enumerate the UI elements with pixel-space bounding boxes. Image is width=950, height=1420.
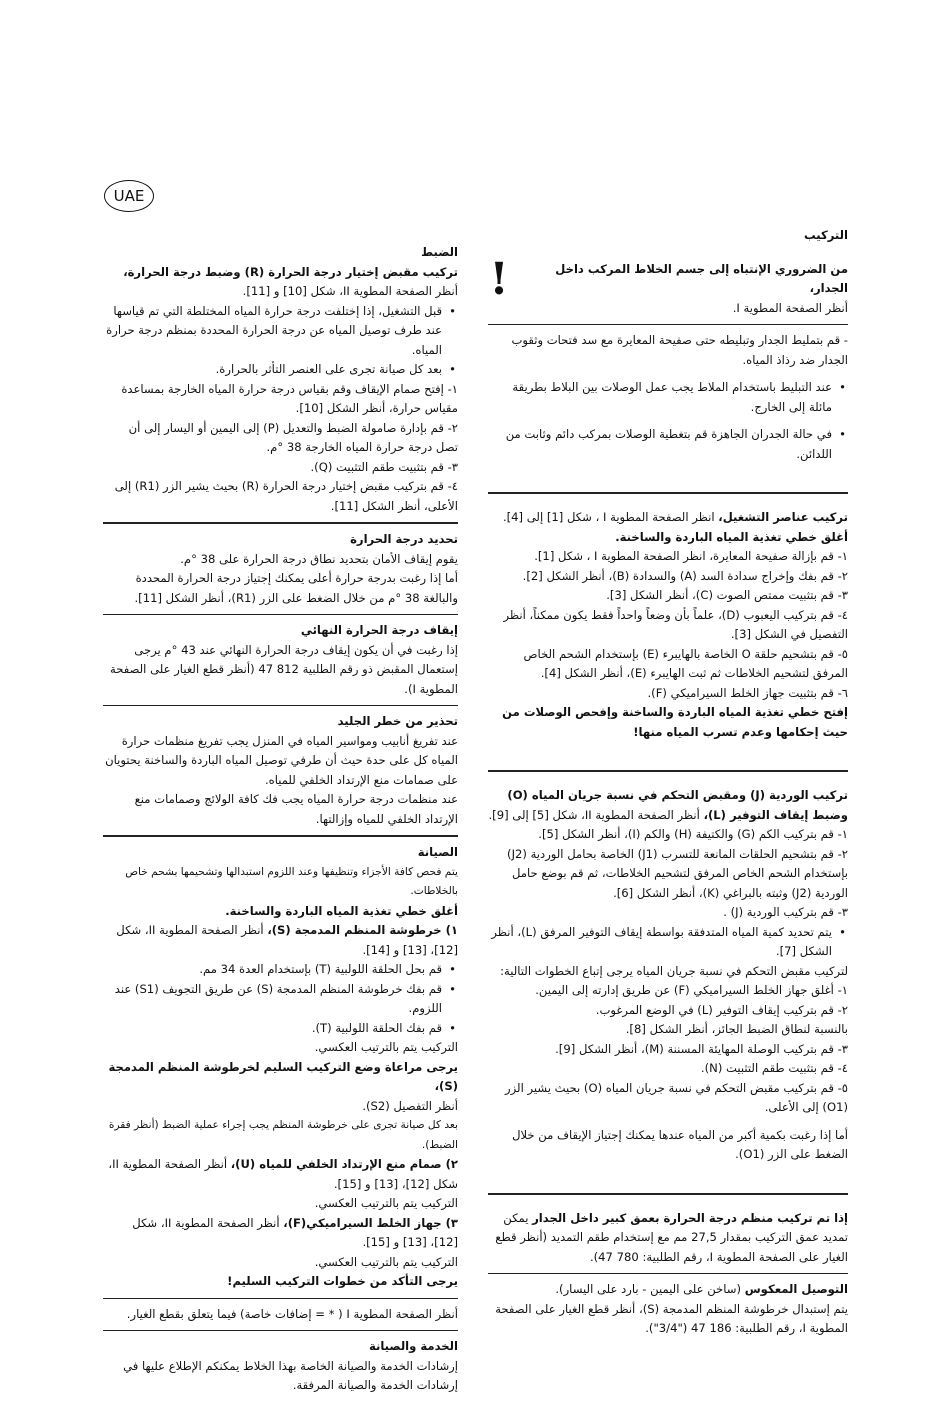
op-heading: تركيب عناصر التشغيل، انظر الصفحة المطوية I ، شكل [1] إلى [4]. bbox=[502, 510, 848, 524]
maintenance-close: أغلق خطي تغذية المياه الباردة والساخنة. bbox=[225, 903, 458, 918]
adjustment-column bbox=[103, 243, 458, 1396]
frost-heading: تحذير من خطر الجليد bbox=[337, 714, 458, 728]
m1-note: يرجى مراعاة وضع التركيب السليم لخرطوشة المنظم المدمجة (S)، bbox=[108, 1059, 458, 1093]
stop-text: إذا رغبت في أن يكون إيقاف درجة الحرارة النهائي عند 43 °م يرجى إستعمال المقبض ذو رقم الطلبية 812 47 (أنظر قطع الغيار على الصفحة المطوية I). bbox=[110, 642, 458, 696]
frost-text: عند تفريغ أنابيب ومواسير المياه في المنزل يجب تفريغ منظمات حرارة المياه كل على حدة حيث أن طرفي توصيل المياه الباردة والساخنة يحتويان على صمامات منع الإرتداد الخلفي للمياه. bbox=[105, 733, 458, 787]
list-item: ٢- قم بإدارة صامولة الضبط والتعديل (P) إلى اليمين أو اليسار إلى أن تصل درجة حرارة المياه الخارجة 38 °م. bbox=[128, 420, 458, 454]
op-close: أغلق خطي تغذية المياه الباردة والساخنة. bbox=[615, 529, 848, 544]
divider bbox=[103, 1298, 458, 1299]
list-item: ٣- قم بتثبيت طقم التثبيت (Q). bbox=[310, 459, 458, 474]
exclamation-icon: ! bbox=[489, 253, 509, 305]
maintenance-text: يتم فحص كافة الأجزاء وتنظيفها وعند اللزوم استبدالها وتشحيمها بشحم خاص بالخلاطات. bbox=[125, 865, 458, 897]
list-item: • بعد كل صيانة تجرى على العنصر التأثر بالحرارة. bbox=[103, 360, 458, 380]
list-item: ٤- قم بتركيب مقبض إختيار درجة الحرارة (R) بحيث يشير الزر (R1) إلى الأعلى، أنظر الشكل [11]. bbox=[114, 479, 458, 513]
divider bbox=[103, 614, 458, 615]
list-item: • في حالة الجدران الجاهزة قم بتغطية الوصلات بمركب دائم وثابت من اللدائن. bbox=[488, 425, 848, 464]
list-item: ٥- قم بتشحيم حلقة O الخاصة بالهايبرء (E) بإستخدام الشحم الخاص المرفق لتشحيم الخلاطات ثم ثبت الهايبرء (E)، أنظر الشكل [4]. bbox=[523, 646, 848, 680]
range-heading: تحديد درجة الحرارة bbox=[350, 532, 458, 546]
list-item: • قم بفك الحلقة اللولبية (T). bbox=[103, 1019, 458, 1039]
list-item: ٤- قم بتثبيت طقم التثبيت (N). bbox=[700, 1061, 848, 1075]
reverse-text: يتم إستبدال خرطوشة المنظم المدمجة (S)، أنظر قطع الغيار على الصفحة المطوية I، رقم الطلبية: 186 47 ("3/4"). bbox=[495, 1301, 848, 1335]
list-item: ٢- قم بفك وإخراج سدادة السد (A) والسدادة (B)، أنظر الشكل [2]. bbox=[522, 568, 848, 583]
list-item: • يتم تحديد كمية المياه المتدفقة بواسطة إيقاف التوفير المرفق (L)، أنظر الشكل [7]. bbox=[488, 923, 848, 962]
service-text: إرشادات الخدمة والصيانة الخاصة بهذا الخلاط يمكنكم الإطلاع عليها في إرشادات الخدمة والصيانة المرفقة. bbox=[123, 1358, 458, 1392]
list-item: ٣- قم بتركيب الوردية (J) . bbox=[723, 905, 848, 919]
reverse-note: التركيب يتم بالترتيب العكسي. bbox=[314, 1196, 458, 1210]
limit-note: أما إذا رغبت بكمية أكبر من المياه عندها يمكنك إجتياز الإيقاف من خلال الضغط على الزر (O1). bbox=[512, 1127, 848, 1161]
divider bbox=[488, 1273, 848, 1274]
list-item: ٢- قم بتركيب إيقاف التوفير (L) في الوضع المرغوب. bbox=[595, 1002, 848, 1017]
range-text: يقوم إيقاف الأمان بتحديد نطاق درجة الحرارة على 38 °م. bbox=[180, 551, 458, 566]
divider bbox=[488, 492, 848, 494]
list-item: ٤- قم بتركيب اليعبوب (D)، علماً بأن وضعاً واحداً فقط يكون ممكناً، أنظر التفصيل في الشكل [3]. bbox=[503, 607, 848, 641]
list-item: • قم بحل الحلقة اللولبية (T) بإستخدام العدة 34 مم. bbox=[103, 960, 458, 980]
list-item: • قم بفك خرطوشة المنظم المدمجة (S) عن طريق التجويف (S1) عند اللزوم. bbox=[103, 980, 458, 1019]
op-open: إفتح خطي تغذية المياه الباردة والساخنة وإفحص الوصلات من حيث إحكامها وعدم تسرب المياه منها! bbox=[502, 705, 848, 739]
list-item: ١- قم بتركيب الكم (G) والكتيفة (H) والكم (I)، أنظر الشكل [5]. bbox=[538, 827, 848, 841]
stop-heading: إيقاف درجة الحرارة النهائي bbox=[300, 623, 458, 637]
m1-heading: ١) خرطوشة المنظم المدمجة (S)، أنظر الصفحة المطوية II، شكل [12]، [13] و [14]. bbox=[116, 923, 458, 957]
warning-text: من الضروري الإنتباه إلى جسم الخلاط المركب داخل الجدار، bbox=[555, 261, 848, 295]
service-heading: الخدمة والصيانة bbox=[368, 1339, 458, 1353]
warning-ref: أنظر الصفحة المطوية I. bbox=[732, 300, 848, 315]
deep-install: إذا تم تركيب منظم درجة الحرارة بعمق كبير داخل الجدار يمكن تمديد عمق التركيب بمقدار 27,5 مم مع إستخدام طقم التمديد (أنظر قطع الغيار على الصفحة المطوية I، رقم الطلبية: 780 47). bbox=[495, 1210, 848, 1264]
m1-note-ref: أنظر التفصيل (S2). bbox=[362, 1098, 458, 1113]
warning-box bbox=[488, 253, 848, 319]
installation-column bbox=[488, 226, 848, 1339]
m3-heading: ٣) جهاز الخلط السيراميكي(F)، أنظر الصفحة المطوية II، شكل [12]، [13] و [15]. bbox=[132, 1215, 458, 1249]
maintenance-heading: الصيانة bbox=[417, 845, 458, 859]
frost-text: عند منظمات درجة حرارة المياه يجب فك كافة الولائج وصمامات منع الإرتداد الخلفي للمياه وإزالتها. bbox=[134, 792, 458, 826]
divider bbox=[488, 770, 848, 772]
list-item: ٥- قم بتركيب مقبض التحكم في نسبة جريان المياه (O) بحيث يشير الزر (O1) إلى الأعلى. bbox=[505, 1080, 848, 1114]
reverse-note: التركيب يتم بالترتيب العكسي. bbox=[314, 1040, 458, 1054]
section-title-adjustment: الضبط bbox=[421, 245, 458, 259]
m1-after: بعد كل صيانة تجرى على خرطوشة المنظم يجب إجراء عملية الضبط (أنظر فقرة الضبط). bbox=[108, 1119, 458, 1151]
list-item: ٢- قم بتشحيم الحلقات المانعة للتسرب (J1) الخاصة بحامل الوردية (J2) بإستخدام الشحم الخاص المرفق لتشحيم الخلاطات، ثم قم بوضع حامل الوردية (J2) وثبته بالبراغي (K)، أنظر الشكل [6]. bbox=[507, 846, 848, 900]
reverse-heading: التوصيل المعكوس (ساخن على اليمين - بارد على اليسار). bbox=[555, 1282, 848, 1296]
list-item: ١- أغلق جهاز الخلط السيراميكي (F) عن طريق إدارته إلى اليمين. bbox=[535, 983, 848, 997]
divider bbox=[103, 1330, 458, 1331]
dash-item: - قم بتمليط الجدار وتبليطه حتى صفيحة المعايرة مع سد فتحات وثقوب الجدار ضد رذاذ المياه. bbox=[511, 333, 848, 367]
m2-heading: ٢) صمام منع الإرتداد الخلفي للمياه (U)، أنظر الصفحة المطوية II، شكل [12]، [13] و [15]. bbox=[108, 1157, 458, 1191]
list-item: ٦- قم بتثبيت جهاز الخلط السيراميكي (F). bbox=[647, 685, 848, 700]
divider bbox=[103, 705, 458, 706]
reverse-note: التركيب يتم بالترتيب العكسي. bbox=[314, 1254, 458, 1269]
adj-ref: أنظر الصفحة المطوية II، شكل [10] و [11]. bbox=[242, 284, 458, 298]
list-item: • عند التبليط باستخدام الملاط يجب عمل الوصلات بين البلاط بطريقة مائلة إلى الخارج. bbox=[488, 378, 848, 417]
check-note: يرجى التأكد من خطوات التركيب السليم! bbox=[227, 1274, 458, 1288]
divider bbox=[103, 522, 458, 524]
list-item: ١- إفتح صمام الإيقاف وقم بقياس درجة حرارة المياه الخارجة بمساعدة مقياس حرارة، أنظر الشكل [10]. bbox=[121, 381, 458, 415]
country-badge: UAE bbox=[104, 180, 154, 212]
list-item: • قبل التشغيل، إذا إختلفت درجة حرارة المياه المختلطة التي تم قياسها عند طرف توصيل المياه عن درجة الحرارة المحددة بمنظم درجة حرارة المياه. bbox=[103, 302, 458, 361]
list-item: بالنسبة لنطاق الضبط الجائز، أنظر الشكل [8]. bbox=[625, 1022, 848, 1036]
section-title-installation: التركيب bbox=[803, 228, 848, 242]
limit-intro: لتركيب مقبض التحكم في نسبة جريان المياه يرجى إتباع الخطوات التالية: bbox=[500, 963, 848, 978]
range-text: أما إذا رغبت بدرجة حرارة أعلى يمكنك إجتياز درجة الحرارة المحددة والبالغة 38 °م من خلال الضغط على الزر (R1)، أنظر الشكل [11]. bbox=[134, 571, 458, 605]
spare-parts-text: أنظر الصفحة المطوية I ( * = إضافات خاصة) فيما يتعلق بقطع الغيار. bbox=[126, 1306, 458, 1321]
list-item: ٣- قم بتثبيت ممتص الصوت (C)، أنظر الشكل [3]. bbox=[606, 588, 848, 602]
divider bbox=[488, 1193, 848, 1195]
divider bbox=[488, 324, 848, 325]
adj-subheading: تركيب مقبض إختيار درجة الحرارة (R) وضبط درجة الحرارة، bbox=[123, 264, 458, 279]
divider bbox=[103, 835, 458, 837]
rose-heading: تركيب الوردية (J) ومقبض التحكم في نسبة جريان المياه (O) وضبط إيقاف التوفير (L)، أنظر الصفحة المطوية II، شكل [5] إلى [9]. bbox=[488, 788, 848, 822]
list-item: ١- قم بإزالة صفيحة المعايرة، انظر الصفحة المطوية I ، شكل [1]. bbox=[534, 549, 848, 563]
list-item: ٣- قم بتركيب الوصلة المهايئة المسننة (M)، أنظر الشكل [9]. bbox=[555, 1041, 848, 1056]
